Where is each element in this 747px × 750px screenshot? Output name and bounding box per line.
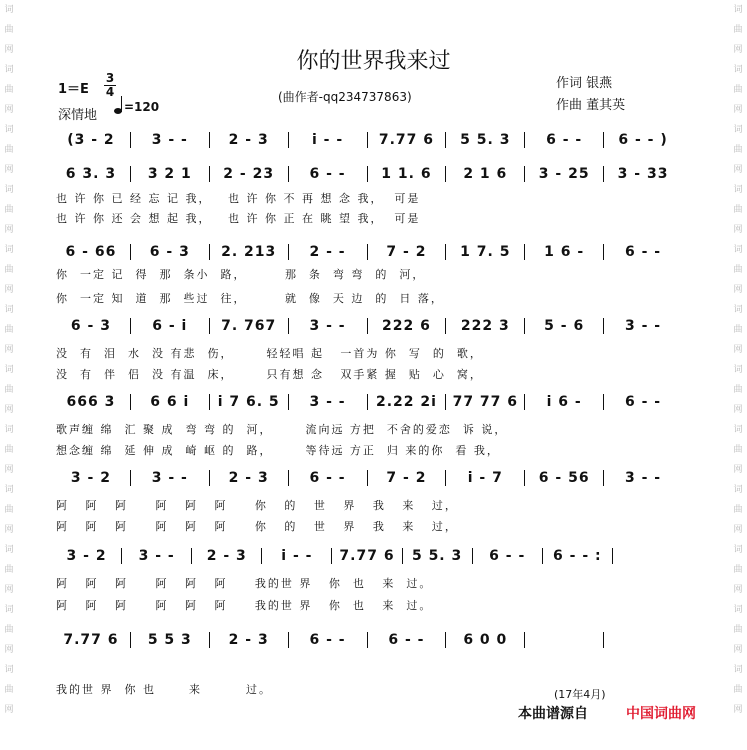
watermark-char: 曲 xyxy=(733,505,743,515)
watermark-char: 网 xyxy=(733,165,743,175)
watermark-char: 词 xyxy=(733,185,743,195)
measure: 7.77 6 xyxy=(367,132,446,148)
measure: 2 - - xyxy=(288,244,367,260)
watermark-char: 网 xyxy=(733,285,743,295)
watermark-char: 词 xyxy=(733,65,743,75)
watermark-left xyxy=(2,0,16,720)
measure: 6 - - xyxy=(603,244,682,260)
measure: 2 - 3 xyxy=(209,132,288,148)
watermark-char: 曲 xyxy=(733,325,743,335)
watermark-char: 词 xyxy=(733,545,743,555)
watermark-char: 词 xyxy=(4,245,14,255)
measure: 5 5. 3 xyxy=(445,132,524,148)
composer-note: (曲作者-qq234737863) xyxy=(278,90,412,104)
measure: 3 - - xyxy=(130,470,209,486)
watermark-char: 词 xyxy=(4,5,14,15)
measure: 2.22 2i xyxy=(367,394,446,410)
measure: i 6 - xyxy=(524,394,603,410)
lyric-line: 阿 阿 阿 阿 阿 阿 你 的 世 界 我 来 过， xyxy=(56,499,458,512)
measure: 6 - - xyxy=(367,632,446,648)
measure: 3 - 2 xyxy=(66,548,107,564)
melody-line xyxy=(52,318,692,340)
melody-line xyxy=(52,244,692,266)
measure: 5 - 6 xyxy=(524,318,603,334)
melody-notes xyxy=(52,318,682,334)
measure: 3 - - xyxy=(288,318,367,334)
expression-mark: 深情地 xyxy=(58,108,98,123)
watermark-char: 曲 xyxy=(733,205,743,215)
measure: 2 - 3 xyxy=(191,548,261,564)
measure: 3 - 25 xyxy=(524,166,603,182)
measure: i 7 6. 5 xyxy=(209,394,288,410)
watermark-char: 曲 xyxy=(4,385,14,395)
measure: 2 1 6 xyxy=(445,166,524,182)
watermark-char: 网 xyxy=(733,645,743,655)
measure: 3 - - xyxy=(130,132,209,148)
melody-line xyxy=(52,132,692,154)
lyric-line: 你 一定 记 得 那 条小 路， 那 条 弯 弯 的 河， xyxy=(56,268,426,281)
measure: i - - xyxy=(261,548,331,564)
measure: 3 - - xyxy=(121,548,191,564)
watermark-char: 曲 xyxy=(4,445,14,455)
lyric-line: 也 许 你 还 会 想 起 我， 也 许 你 正 在 眺 望 我， 可是 xyxy=(56,212,421,225)
watermark-char: 网 xyxy=(4,405,14,415)
watermark-char: 网 xyxy=(4,165,14,175)
melody-line xyxy=(52,548,692,570)
watermark-char: 网 xyxy=(4,285,14,295)
watermark-char: 曲 xyxy=(4,625,14,635)
watermark-char: 曲 xyxy=(4,265,14,275)
measure: 3 - - xyxy=(603,470,682,486)
lyric-line: 也 许 你 已 经 忘 记 我， 也 许 你 不 再 想 念 我， 可是 xyxy=(56,192,421,205)
measure: 6 - - ) xyxy=(603,132,682,148)
measure: 3 - - xyxy=(288,394,367,410)
measure: 1 7. 5 xyxy=(445,244,524,260)
measure: 5 5. 3 xyxy=(402,548,472,564)
measure: 6 - i xyxy=(130,318,209,334)
source-site-link[interactable]: 中国词曲网 xyxy=(626,706,696,722)
measure: 77 77 6 xyxy=(445,394,524,410)
melody-notes xyxy=(52,244,682,260)
watermark-char: 曲 xyxy=(733,565,743,575)
watermark-char: 曲 xyxy=(4,85,14,95)
lyric-line: 没 有 泪 水 没 有悲 伤， 轻轻唱 起 一首为 你 写 的 歌， xyxy=(56,347,483,360)
lyric-line: 没 有 伴 侣 没 有温 床， 只有想 念 双手紧 握 贴 心 窝， xyxy=(56,368,483,381)
tempo-mark: =120 xyxy=(114,96,159,114)
watermark-char: 词 xyxy=(733,425,743,435)
watermark-char: 网 xyxy=(4,105,14,115)
measure: 6 6 i xyxy=(130,394,209,410)
watermark-char: 词 xyxy=(4,65,14,75)
watermark-char: 网 xyxy=(4,345,14,355)
watermark-char: 网 xyxy=(733,705,743,715)
watermark-char: 曲 xyxy=(4,505,14,515)
watermark-char: 曲 xyxy=(733,685,743,695)
lyric-line: 想念缠 绵 延 伸 成 崎 岖 的 路， 等待远 方正 归 来的你 看 我， xyxy=(56,444,500,457)
melody-line xyxy=(52,470,692,492)
time-signature: $\frac{3}{4}$ xyxy=(105,71,115,99)
measure: 2 - 23 xyxy=(209,166,288,182)
watermark-char: 词 xyxy=(4,545,14,555)
watermark-char: 词 xyxy=(733,125,743,135)
watermark-char: 曲 xyxy=(733,265,743,275)
measure: 6 - - xyxy=(288,166,367,182)
watermark-char: 网 xyxy=(733,525,743,535)
watermark-char: 网 xyxy=(4,585,14,595)
measure: 6 - - xyxy=(472,548,542,564)
watermark-char: 词 xyxy=(4,605,14,615)
measure: 6 - - xyxy=(524,132,603,148)
measure: 3 - 2 xyxy=(70,470,111,486)
measure: 222 3 xyxy=(445,318,524,334)
measure: 7 - 2 xyxy=(367,470,446,486)
watermark-char: 曲 xyxy=(733,625,743,635)
watermark-char: 网 xyxy=(733,105,743,115)
watermark-char: 网 xyxy=(733,585,743,595)
measure: 3 - - xyxy=(603,318,682,334)
watermark-char: 网 xyxy=(4,525,14,535)
watermark-char: 词 xyxy=(733,5,743,15)
watermark-char: 词 xyxy=(4,305,14,315)
measure: 6 - 56 xyxy=(524,470,603,486)
watermark-char: 曲 xyxy=(733,145,743,155)
measure: i - 7 xyxy=(445,470,524,486)
melody-line xyxy=(52,166,692,188)
measure: 3 - 33 xyxy=(603,166,682,182)
melody-notes xyxy=(52,548,682,564)
melody-line xyxy=(52,394,692,416)
measure: 6 - - : xyxy=(542,548,612,564)
measure: 222 6 xyxy=(367,318,446,334)
watermark-char: 网 xyxy=(4,645,14,655)
watermark-char: 曲 xyxy=(733,25,743,35)
melody-notes xyxy=(52,394,682,410)
watermark-char: 词 xyxy=(733,665,743,675)
watermark-char: 曲 xyxy=(4,25,14,35)
melody-notes xyxy=(52,132,682,148)
watermark-char: 网 xyxy=(733,405,743,415)
melody-notes xyxy=(52,166,682,182)
watermark-char: 网 xyxy=(733,345,743,355)
measure: 2 - 3 xyxy=(209,632,288,648)
lyric-line: 阿 阿 阿 阿 阿 阿 我的世 界 你 也 来 过。 xyxy=(56,599,433,612)
watermark-char: 曲 xyxy=(4,145,14,155)
measure: 7 - 2 xyxy=(367,244,446,260)
watermark-char: 词 xyxy=(733,605,743,615)
song-title: 你的世界我来过 xyxy=(296,49,451,74)
watermark-char: 网 xyxy=(4,705,14,715)
measure: 6 0 0 xyxy=(445,632,524,648)
key-signature: 1＝E xyxy=(58,82,89,97)
watermark-char: 词 xyxy=(733,305,743,315)
watermark-char: 网 xyxy=(4,225,14,235)
measure: 6 - 3 xyxy=(130,244,209,260)
watermark-char: 词 xyxy=(4,485,14,495)
watermark-char: 词 xyxy=(733,365,743,375)
date-note: (17年4月) xyxy=(554,688,606,701)
watermark-char: 网 xyxy=(4,45,14,55)
measure: 1 6 - xyxy=(524,244,603,260)
watermark-char: 词 xyxy=(4,425,14,435)
watermark-char: 词 xyxy=(733,485,743,495)
measure: 7.77 6 xyxy=(63,632,119,648)
melody-line xyxy=(52,632,692,654)
lyricist-credit: 作词 银燕 xyxy=(556,76,613,91)
measure xyxy=(603,632,682,648)
watermark-char: 网 xyxy=(4,465,14,475)
watermark-right xyxy=(731,0,745,720)
measure: (3 - 2 xyxy=(67,132,115,148)
source-label: 本曲谱源自 xyxy=(518,706,588,722)
measure: 1 1. 6 xyxy=(367,166,446,182)
watermark-char: 曲 xyxy=(4,685,14,695)
measure: i - - xyxy=(288,132,367,148)
watermark-char: 词 xyxy=(4,125,14,135)
lyric-line: 阿 阿 阿 阿 阿 阿 你 的 世 界 我 来 过， xyxy=(56,520,458,533)
measure: 2 - 3 xyxy=(209,470,288,486)
watermark-char: 网 xyxy=(733,465,743,475)
composer-credit: 作曲 董其英 xyxy=(556,98,626,113)
watermark-char: 曲 xyxy=(4,565,14,575)
measure: 6 - - xyxy=(288,632,367,648)
measure: 7. 767 xyxy=(209,318,288,334)
measure: 6 - - xyxy=(288,470,367,486)
measure xyxy=(612,548,682,564)
measure: 2. 213 xyxy=(209,244,288,260)
watermark-char: 词 xyxy=(4,365,14,375)
quarter-note-icon xyxy=(114,96,124,114)
melody-notes xyxy=(52,470,682,486)
watermark-char: 曲 xyxy=(733,445,743,455)
measure: 6 - - xyxy=(603,394,682,410)
measure: 5 5 3 xyxy=(130,632,209,648)
lyric-line: 阿 阿 阿 阿 阿 阿 我的世 界 你 也 来 过。 xyxy=(56,577,433,590)
watermark-char: 曲 xyxy=(733,385,743,395)
measure: 7.77 6 xyxy=(331,548,401,564)
measure: 6 3. 3 xyxy=(65,166,117,182)
measure: 666 3 xyxy=(66,394,116,410)
watermark-char: 曲 xyxy=(4,205,14,215)
watermark-char: 曲 xyxy=(733,85,743,95)
measure: 6 - 3 xyxy=(70,318,111,334)
watermark-char: 网 xyxy=(733,45,743,55)
watermark-char: 词 xyxy=(4,185,14,195)
watermark-char: 曲 xyxy=(4,325,14,335)
lyric-line: 我的世 界 你 也 来 过。 xyxy=(56,683,272,696)
lyric-line: 歌声缠 绵 汇 聚 成 弯 弯 的 河， 流向远 方把 不舍的爱恋 诉 说， xyxy=(56,423,508,436)
measure: 6 - 66 xyxy=(65,244,117,260)
watermark-char: 词 xyxy=(733,245,743,255)
measure: 3 2 1 xyxy=(130,166,209,182)
watermark-char: 网 xyxy=(733,225,743,235)
watermark-char: 词 xyxy=(4,665,14,675)
melody-notes xyxy=(52,632,682,648)
lyric-line: 你 一定 知 道 那 些过 往， 就 像 天 边 的 日 落， xyxy=(56,292,444,305)
measure xyxy=(524,632,603,648)
